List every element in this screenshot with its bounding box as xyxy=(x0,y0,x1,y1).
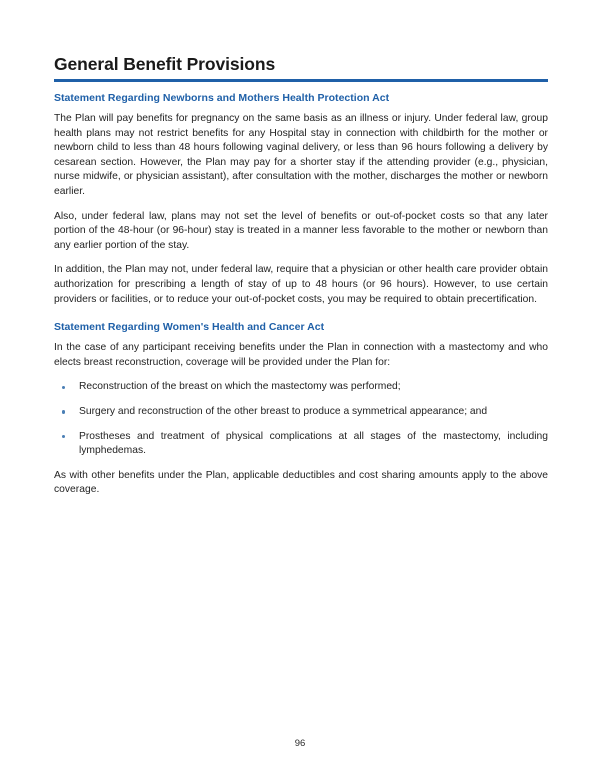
list-item-label: Reconstruction of the breast on which the mastectomy was performed; xyxy=(79,381,401,393)
bullet-dot-icon xyxy=(62,386,65,389)
list-item xyxy=(54,380,548,395)
coverage-bullet-list xyxy=(54,380,548,458)
paragraph-authorization: In addition, the Plan may not, under federal law, require that a physician or other health care provider obtain authorization for prescribing a length of stay of up to 48 hours (or 96 hours). However, to use certain providers or facilities, or to reduce your out-of-pocket costs, you may be required to obtain precertification. xyxy=(54,264,548,305)
list-item-label: Surgery and reconstruction of the other breast to produce a symmetrical appearance; and xyxy=(79,405,488,417)
paragraph-pregnancy-benefits: The Plan will pay benefits for pregnancy on the same basis as an illness or injury. Under federal law, group health plans may not restrict benefits for any Hospital stay in connection with childbirth for the mother or newborn child to less than 48 hours following vaginal delivery, or less than 96 hours following a delivery by cesarean section. However, the Plan may pay for a shorter stay if the attending provider (e.g., physician, nurse midwife, or physician assistant), after consultation with the mother, discharges the mother or newborn earlier. xyxy=(54,113,548,197)
paragraph-benefit-levels: Also, under federal law, plans may not set the level of benefits or out-of-pocket costs so that any later portion of the 48-hour (or 96-hour) stay is treated in a manner less favorable to the mother or newborn than any earlier portion of the stay. xyxy=(54,210,548,251)
paragraph-mastectomy-intro: In the case of any participant receiving benefits under the Plan in connection with a mastectomy and who elects breast reconstruction, coverage will be provided under the Plan for: xyxy=(54,342,548,368)
title-divider-rule xyxy=(54,79,548,82)
page-number-footer: 96 xyxy=(294,738,306,749)
list-item xyxy=(54,405,548,420)
section-heading-womens-health-cancer-act: Statement Regarding Women's Health and Cancer Act xyxy=(54,321,325,334)
page-content xyxy=(54,54,548,498)
paragraph-deductibles-closing: As with other benefits under the Plan, applicable deductibles and cost sharing amounts apply to the above coverage. xyxy=(54,469,548,496)
section-heading-newborns-mothers-act: Statement Regarding Newborns and Mothers Health Protection Act xyxy=(54,92,390,104)
bullet-dot-icon xyxy=(62,410,65,413)
list-item-label: Prostheses and treatment of physical complications at all stages of the mastectomy, including lymphedemas. xyxy=(79,430,548,457)
page-title: General Benefit Provisions xyxy=(54,54,276,74)
bullet-dot-icon xyxy=(62,435,65,438)
list-item xyxy=(54,430,548,459)
